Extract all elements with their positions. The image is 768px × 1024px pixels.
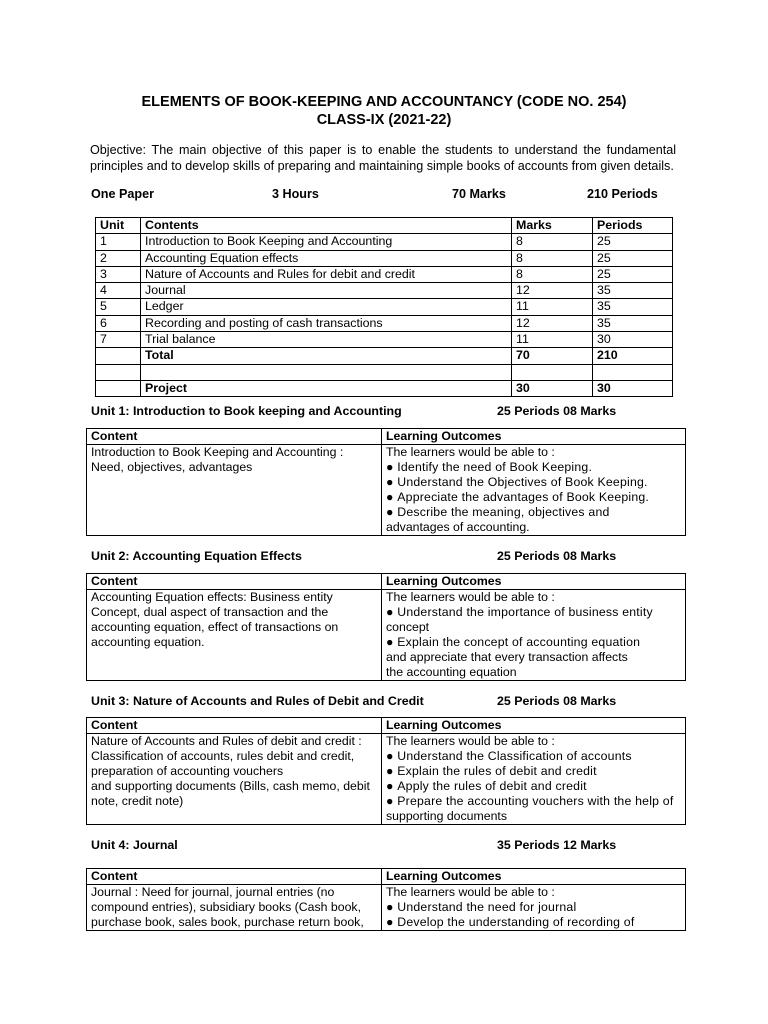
outcome-item: ● Apply the rules of debit and credit [386, 779, 681, 794]
table-cell: 8 [512, 250, 593, 266]
table-cell: 35 [593, 299, 673, 315]
table-cell: Trial balance [141, 332, 512, 348]
table-cell: Project [141, 380, 512, 396]
outcomes-header: Learning Outcomes [382, 869, 686, 885]
content-line: preparation of accounting vouchers [91, 764, 284, 778]
table-cell: 8 [512, 266, 593, 282]
objective-paragraph: Objective: The main objective of this paper is to enable the students to understand the fundamental principles and to develop skills of preparing and maintaining simple books of accounts from given details. [90, 143, 676, 173]
content-line: Classification of accounts, rules debit and credit, [91, 749, 355, 763]
summary-periods: 210 Periods [587, 187, 658, 201]
unit-table [86, 428, 686, 536]
table-cell: 210 [593, 348, 673, 364]
table-cell: 30 [593, 332, 673, 348]
outcome-continuation: the accounting equation [386, 665, 517, 679]
outcome-item: ● Understand the need for journal [386, 900, 681, 915]
table-cell: 12 [512, 315, 593, 331]
outcome-item: ● Appreciate the advantages of Book Keeping. [386, 490, 681, 505]
table-cell: 3 [96, 266, 141, 282]
outcomes-header: Learning Outcomes [382, 574, 686, 590]
unit-name: Unit 1: Introduction to Book keeping and Accounting [91, 404, 402, 418]
table-cell: Recording and posting of cash transactions [141, 315, 512, 331]
content-line: Concept, dual aspect of transaction and the [91, 605, 329, 619]
outcomes-intro: The learners would be able to : [386, 445, 555, 459]
document-subtitle: CLASS-IX (2021-22) [316, 112, 452, 128]
table-cell [141, 364, 512, 380]
unit-name: Unit 3: Nature of Accounts and Rules of Debit and Credit [91, 694, 424, 708]
table-cell: Ledger [141, 299, 512, 315]
unit-table [86, 573, 686, 681]
table-cell: 25 [593, 266, 673, 282]
table-row [96, 315, 673, 331]
outcomes-header: Learning Outcomes [382, 718, 686, 734]
outcome-item: ● Explain the rules of debit and credit [386, 764, 681, 779]
table-cell: 70 [512, 348, 593, 364]
summary-marks: 70 Marks [452, 187, 506, 201]
table-cell: 35 [593, 315, 673, 331]
table-cell: 5 [96, 299, 141, 315]
table-cell: Journal [141, 283, 512, 299]
header-cell: Marks [512, 218, 593, 234]
table-cell: 6 [96, 315, 141, 331]
table-cell: 30 [593, 380, 673, 396]
content-line: Journal : Need for journal, journal entries (no [91, 885, 335, 899]
outcome-item: ● Understand the importance of business entity [386, 605, 681, 620]
outcome-continuation: advantages of accounting. [386, 520, 530, 534]
table-row [96, 299, 673, 315]
table-row [96, 250, 673, 266]
table-cell [512, 364, 593, 380]
header-cell: Unit [96, 218, 141, 234]
outcome-item: ● Prepare the accounting vouchers with the help of [386, 794, 681, 809]
outcome-continuation: and appreciate that every transaction affects [386, 650, 628, 664]
content-line: Need, objectives, advantages [91, 460, 253, 474]
outcomes-intro: The learners would be able to : [386, 885, 555, 899]
outcome-item: ● Understand the Classification of accounts [386, 749, 681, 764]
table-cell: Total [141, 348, 512, 364]
content-cell [87, 885, 382, 931]
table-cell: 2 [96, 250, 141, 266]
content-cell [87, 590, 382, 681]
unit-table-header [87, 574, 686, 590]
table-cell: 25 [593, 234, 673, 250]
content-cell [87, 445, 382, 536]
outcome-item: ● Identify the need of Book Keeping. [386, 460, 681, 475]
content-line: Introduction to Book Keeping and Accounting : [91, 445, 344, 459]
outcome-item: ● Explain the concept of accounting equation [386, 635, 681, 650]
total-row [96, 348, 673, 364]
table-cell: Introduction to Book Keeping and Accounting [141, 234, 512, 250]
content-line: note, credit note) [91, 794, 184, 808]
table-row [96, 283, 673, 299]
document-title: ELEMENTS OF BOOK-KEEPING AND ACCOUNTANCY (CODE NO. 254) [141, 94, 627, 110]
unit-table-header [87, 429, 686, 445]
table-row [96, 234, 673, 250]
outcome-item: ● Understand the Objectives of Book Keeping. [386, 475, 681, 490]
unit-table-row [87, 445, 686, 536]
table-cell: 7 [96, 332, 141, 348]
content-line: accounting equation, effect of transactions on [91, 620, 339, 634]
table-cell: 35 [593, 283, 673, 299]
unit-table [86, 717, 686, 825]
outcomes-cell [382, 734, 686, 825]
unit-name: Unit 2: Accounting Equation Effects [91, 549, 302, 563]
content-line: and supporting documents (Bills, cash memo, debit [91, 779, 370, 793]
table-header-row [96, 218, 673, 234]
table-row [96, 332, 673, 348]
unit-periods-marks: 25 Periods 08 Marks [497, 404, 617, 418]
table-cell: 11 [512, 332, 593, 348]
outcome-continuation: concept [386, 620, 430, 634]
content-line: Accounting Equation effects: Business entity [91, 590, 333, 604]
unit-table-row [87, 590, 686, 681]
table-cell: 12 [512, 283, 593, 299]
header-cell: Periods [593, 218, 673, 234]
unit-periods-marks: 35 Periods 12 Marks [497, 838, 617, 852]
outcomes-intro: The learners would be able to : [386, 590, 555, 604]
content-line: purchase book, sales book, purchase return book, [91, 915, 364, 929]
content-cell [87, 734, 382, 825]
unit-table-header [87, 869, 686, 885]
blank-row [96, 364, 673, 380]
content-line: Nature of Accounts and Rules of debit and credit : [91, 734, 362, 748]
table-cell [96, 364, 141, 380]
unit-table-header [87, 718, 686, 734]
content-line: compound entries), subsidiary books (Cash book, [91, 900, 361, 914]
table-row [96, 266, 673, 282]
table-cell: Accounting Equation effects [141, 250, 512, 266]
content-header: Content [87, 574, 382, 590]
unit-periods-marks: 25 Periods 08 Marks [497, 694, 617, 708]
project-row [96, 380, 673, 396]
marks-distribution-table [95, 217, 673, 397]
summary-hours: 3 Hours [272, 187, 319, 201]
content-line: accounting equation. [91, 635, 205, 649]
unit-table [86, 868, 686, 931]
content-header: Content [87, 869, 382, 885]
outcomes-header: Learning Outcomes [382, 429, 686, 445]
table-cell [96, 348, 141, 364]
outcomes-cell [382, 590, 686, 681]
unit-table-row [87, 885, 686, 931]
table-cell: 25 [593, 250, 673, 266]
table-cell: 30 [512, 380, 593, 396]
outcome-continuation: supporting documents [386, 809, 507, 823]
summary-paper: One Paper [91, 187, 154, 201]
table-cell: 8 [512, 234, 593, 250]
outcome-item: ● Develop the understanding of recording of [386, 915, 681, 930]
outcomes-cell [382, 885, 686, 931]
unit-table-row [87, 734, 686, 825]
table-cell: 1 [96, 234, 141, 250]
content-header: Content [87, 718, 382, 734]
outcomes-intro: The learners would be able to : [386, 734, 555, 748]
header-cell: Contents [141, 218, 512, 234]
table-cell: 11 [512, 299, 593, 315]
unit-periods-marks: 25 Periods 08 Marks [497, 549, 617, 563]
unit-name: Unit 4: Journal [91, 838, 178, 852]
outcome-item: ● Describe the meaning, objectives and [386, 505, 681, 520]
table-cell: Nature of Accounts and Rules for debit and credit [141, 266, 512, 282]
outcomes-cell [382, 445, 686, 536]
table-cell [96, 380, 141, 396]
content-header: Content [87, 429, 382, 445]
table-cell [593, 364, 673, 380]
table-cell: 4 [96, 283, 141, 299]
